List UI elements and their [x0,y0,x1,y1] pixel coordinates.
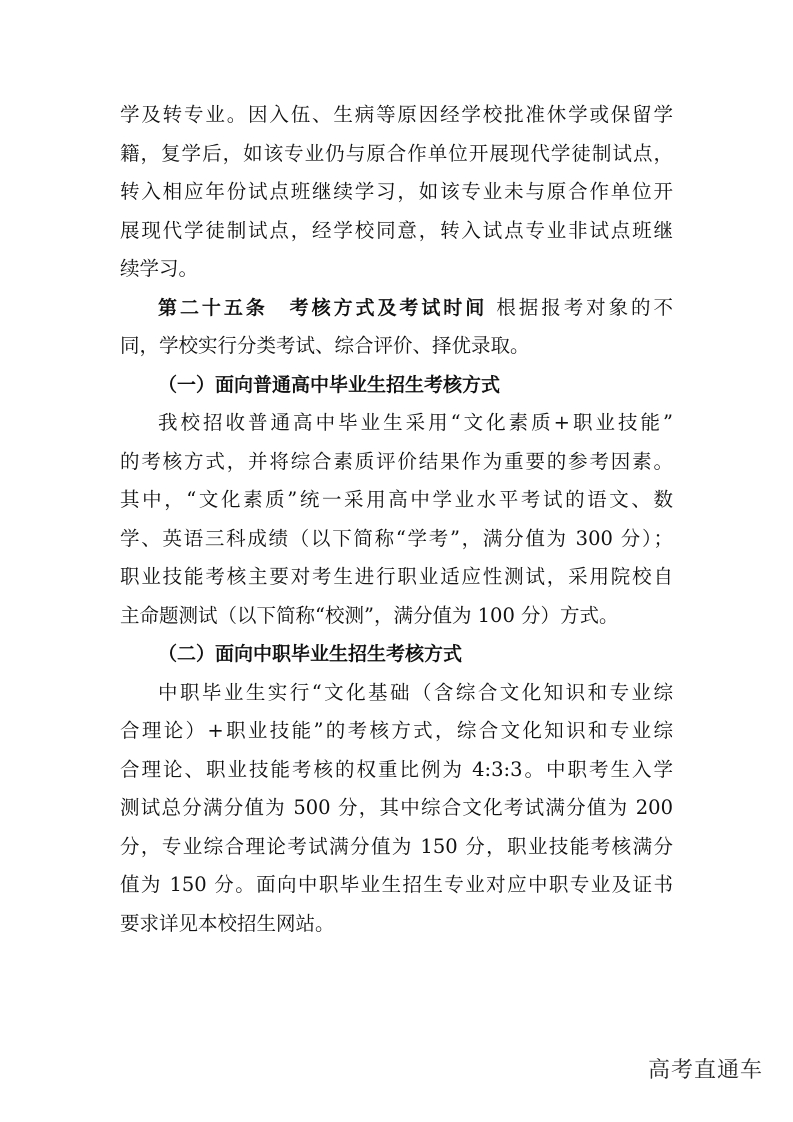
text-line: 同，学校实行分类考试、综合评价、择优录取。 [120,334,530,357]
article-25 [120,289,673,366]
section-vocational [120,635,673,943]
text-line: 学、英语三科成绩（以下简称“学考”，满分值为 300 分）； [120,526,673,550]
article-25-text: 根据报考对象的不 [496,295,673,319]
text-line: 合理论）+职业技能”的考核方式，综合文化知识和专业综 [120,719,673,742]
text-line: 我校招收普通高中毕业生采用“文化素质+职业技能” [158,411,673,434]
text-line: 合理论、职业技能考核的权重比例为 4:3:3。中职考生入学 [120,757,673,781]
text-line: 的考核方式，并将综合素质评价结果作为重要的参考因素。 [120,449,673,473]
article-25-title: 第二十五条 考核方式及考试时间 [158,296,488,319]
text-line: 籍，复学后，如该专业仍与原合作单位开展现代学徒制试点， [120,141,673,165]
text-line: 分，专业综合理论考试满分值为 150 分，职业技能考核满分 [120,834,673,858]
watermark: 高考直通车 [647,1058,763,1083]
section-high-school [120,366,673,636]
text-line: 中职毕业生实行“文化基础（含综合文化知识和专业综 [158,680,673,704]
section-heading: （二）面向中职毕业生招生考核方式 [158,643,463,665]
section-heading: （一）面向普通高中毕业生招生考核方式 [158,373,501,396]
text-line: 转入相应年份试点班继续学习，如该专业未与原合作单位开 [120,180,673,203]
document-page [120,96,673,943]
text-line: 主命题测试（以下简称“校测”，满分值为 100 分）方式。 [120,603,619,627]
text-line: 续学习。 [120,257,199,280]
paragraph-transfer-rules [120,96,673,289]
text-line: 展现代学徒制试点，经学校同意，转入试点专业非试点班继 [120,218,673,242]
text-line: 其中，“文化素质”统一采用高中学业水平考试的语文、数 [120,488,673,511]
text-line: 职业技能考核主要对考生进行职业适应性测试，采用院校自 [120,565,673,588]
text-line: 值为 150 分。面向中职毕业生招生专业对应中职专业及证书 [120,873,673,896]
text-line: 测试总分满分值为 500 分，其中综合文化考试满分值为 200 [120,796,673,819]
text-line: 学及转专业。因入伍、生病等原因经学校批准休学或保留学 [120,103,673,126]
text-line: 要求详见本校招生网站。 [120,911,335,935]
article-25-first-line [120,289,673,328]
